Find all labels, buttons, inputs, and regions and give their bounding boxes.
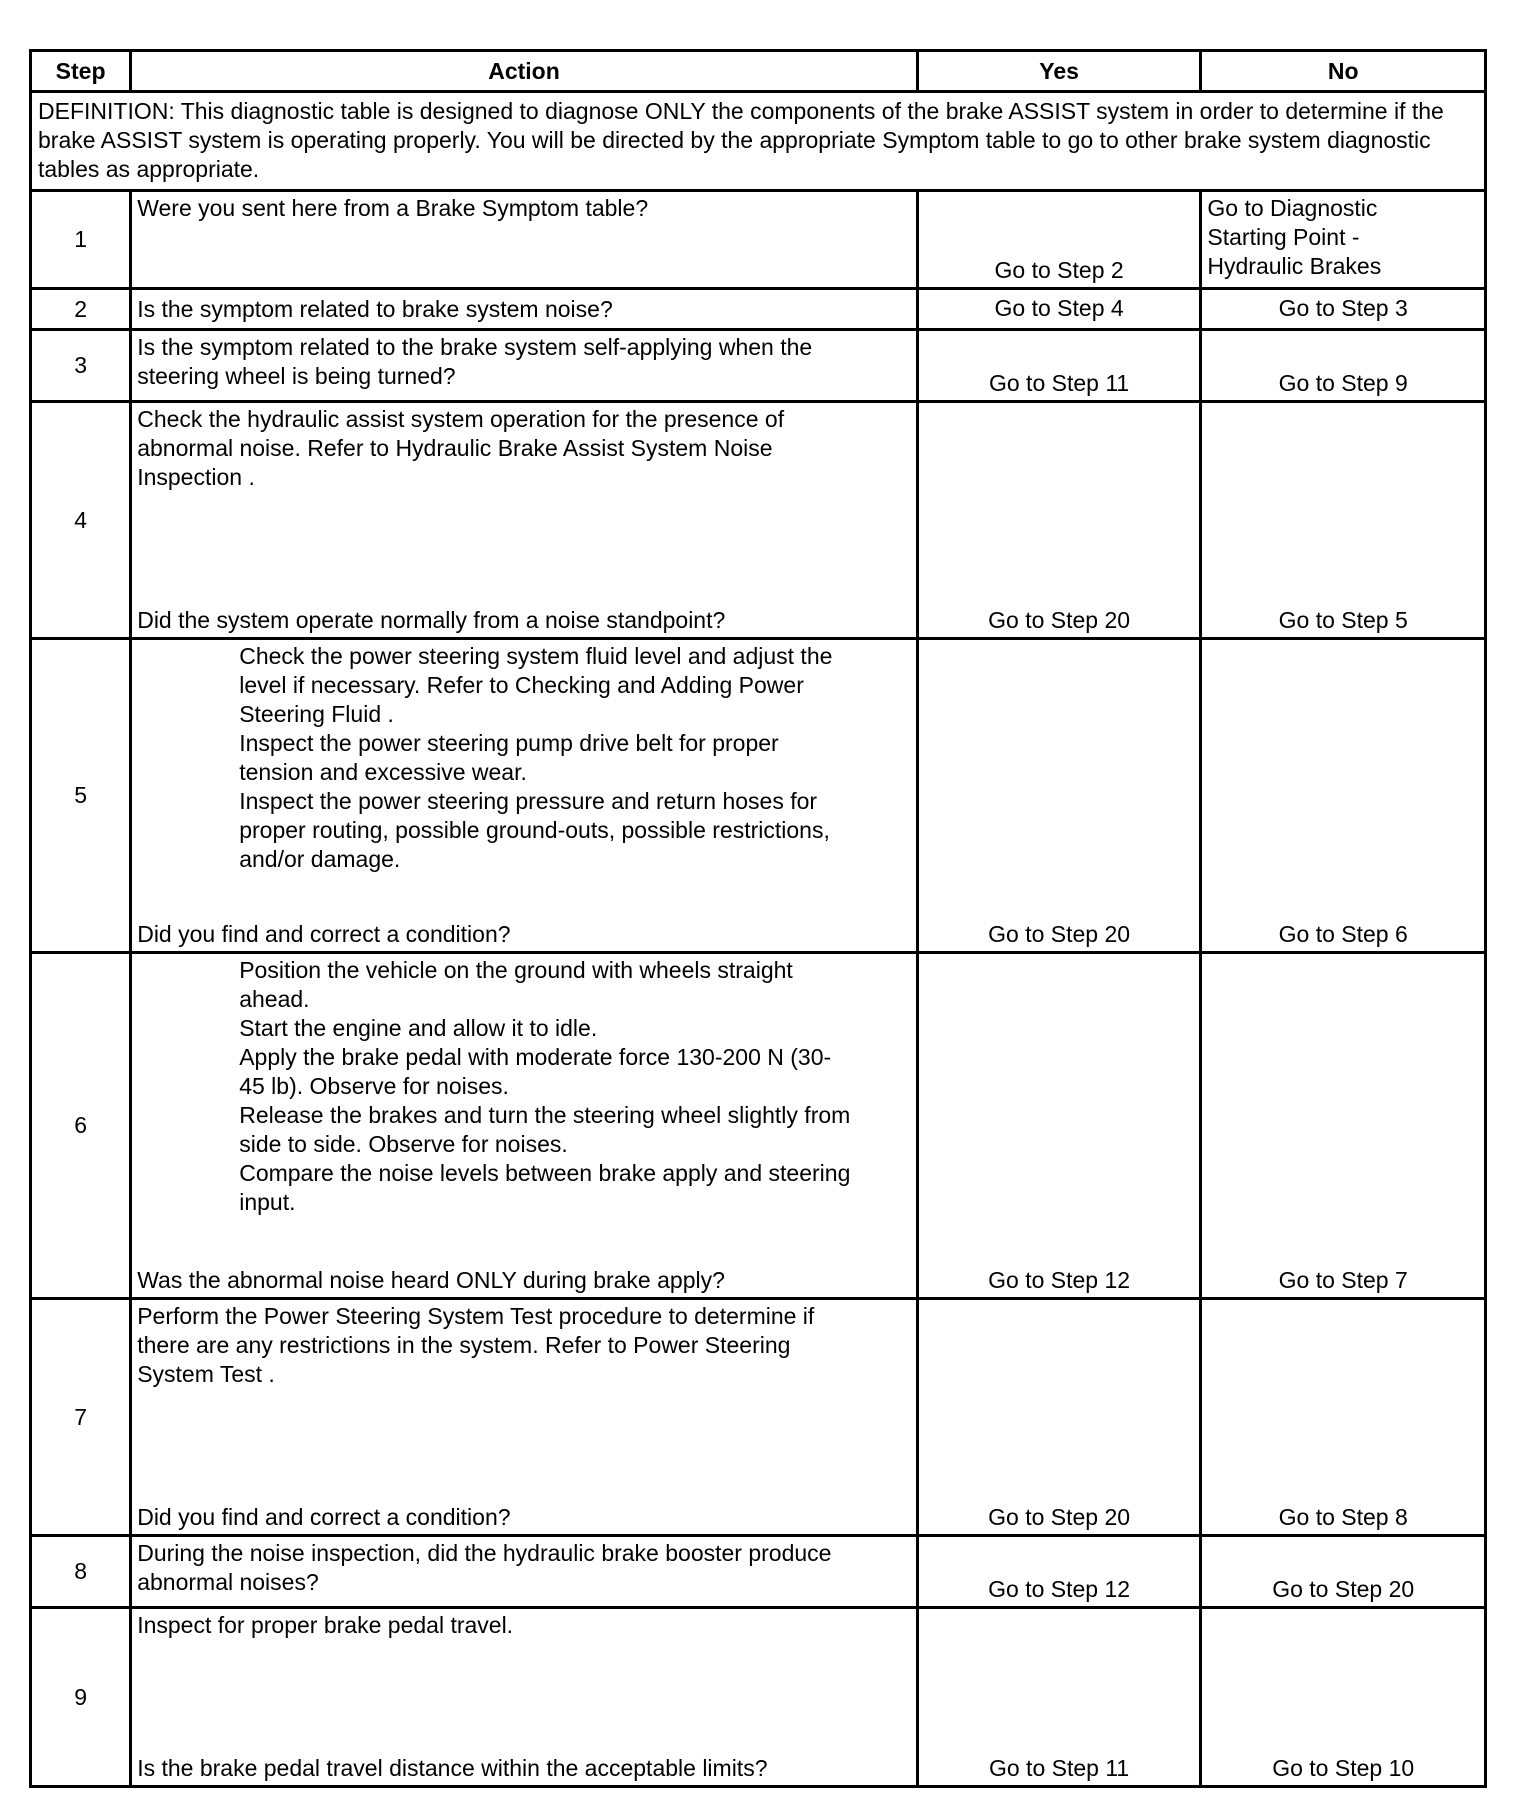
table-row (31, 191, 1486, 289)
action-cell (131, 1536, 918, 1608)
action-cell (131, 330, 918, 402)
table-row (31, 330, 1486, 402)
yes-cell: Go to Step 4 (917, 289, 1201, 330)
yes-cell: Go to Step 12 (917, 953, 1201, 1299)
table-row (31, 402, 1486, 639)
no-cell: Go to Step 3 (1201, 289, 1486, 330)
header-yes: Yes (917, 51, 1201, 92)
yes-cell: Go to Step 20 (917, 402, 1201, 639)
question-text: Did you find and correct a condition? (137, 1504, 511, 1530)
no-cell: Go to Step 7 (1201, 953, 1486, 1299)
question-text: During the noise inspection, did the hydraulic brake booster produce abnormal noises? (137, 1540, 832, 1595)
step-number: 8 (31, 1536, 131, 1608)
action-cell (131, 402, 918, 639)
action-cell (131, 953, 918, 1299)
step-number: 9 (31, 1608, 131, 1787)
header-step: Step (31, 51, 131, 92)
no-cell: Go to Step 5 (1201, 402, 1486, 639)
action-cell (131, 191, 918, 289)
yes-cell: Go to Step 12 (917, 1536, 1201, 1608)
step-number: 3 (31, 330, 131, 402)
diagnostic-table (29, 49, 1487, 1788)
question-text: Was the abnormal noise heard ONLY during brake apply? (137, 1267, 725, 1293)
no-cell: Go to Step 20 (1201, 1536, 1486, 1608)
step-number: 5 (31, 639, 131, 953)
yes-cell: Go to Step 11 (917, 330, 1201, 402)
action-cell (131, 289, 918, 330)
question-text: Did the system operate normally from a noise standpoint? (137, 607, 726, 633)
action-cell (131, 1299, 918, 1536)
no-cell: Go to Step 9 (1201, 330, 1486, 402)
header-row (31, 51, 1486, 92)
action-text: Check the power steering system fluid level and adjust the level if necessary. Refer to Checking and Adding Power Steering Fluid . Inspect the power steering pump drive belt for proper tension and excessive wear. Inspect the power steering pressure and return hoses for proper routing, possible ground-outs, possible restrictions, and/or damage. (239, 643, 833, 872)
header-no: No (1201, 51, 1486, 92)
action-text: Check the hydraulic assist system operation for the presence of abnormal noise. Refer to Hydraulic Brake Assist System Noise Inspection . (137, 406, 785, 490)
table-row (31, 953, 1486, 1299)
step-number: 1 (31, 191, 131, 289)
question-text: Were you sent here from a Brake Symptom table? (137, 195, 649, 221)
question-text: Is the symptom related to brake system noise? (137, 295, 613, 322)
yes-cell: Go to Step 2 (917, 191, 1201, 289)
no-cell: Go to Step 6 (1201, 639, 1486, 953)
table-row (31, 1299, 1486, 1536)
step-number: 2 (31, 289, 131, 330)
step-number: 7 (31, 1299, 131, 1536)
yes-cell: Go to Step 11 (917, 1608, 1201, 1787)
action-text: Position the vehicle on the ground with wheels straight ahead. Start the engine and allow it to idle. Apply the brake pedal with moderate force 130-200 N (30- 45 lb). Observe for noises. Release the brakes and turn the steering wheel slightly from side to side. Observe for noises. Compare the noise levels between brake apply and steering input. (239, 957, 851, 1215)
question-text: Is the brake pedal travel distance within the acceptable limits? (137, 1755, 768, 1781)
no-cell: Go to Step 10 (1201, 1608, 1486, 1787)
table-row (31, 289, 1486, 330)
question-text: Did you find and correct a condition? (137, 921, 511, 947)
step-number: 4 (31, 402, 131, 639)
action-text: Inspect for proper brake pedal travel. (137, 1612, 514, 1638)
step-number: 6 (31, 953, 131, 1299)
action-cell (131, 639, 918, 953)
definition-text: DEFINITION: This diagnostic table is designed to diagnose ONLY the components of the brake ASSIST system in order to determine if the brake ASSIST system is operating properly. You will be directed by the appropriate Symptom table to go to other brake system diagnostic tables as appropriate. (31, 92, 1486, 191)
action-cell (131, 1608, 918, 1787)
yes-cell: Go to Step 20 (917, 639, 1201, 953)
yes-cell: Go to Step 20 (917, 1299, 1201, 1536)
header-action: Action (131, 51, 918, 92)
table-row (31, 639, 1486, 953)
question-text: Is the symptom related to the brake system self-applying when the steering wheel is being turned? (137, 334, 813, 389)
no-cell: Go to Diagnostic Starting Point - Hydraulic Brakes (1201, 191, 1486, 289)
action-text: Perform the Power Steering System Test procedure to determine if there are any restrictions in the system. Refer to Power Steering System Test . (137, 1303, 815, 1387)
table-row (31, 1608, 1486, 1787)
table-row (31, 1536, 1486, 1608)
definition-row (31, 92, 1486, 191)
no-cell: Go to Step 8 (1201, 1299, 1486, 1536)
